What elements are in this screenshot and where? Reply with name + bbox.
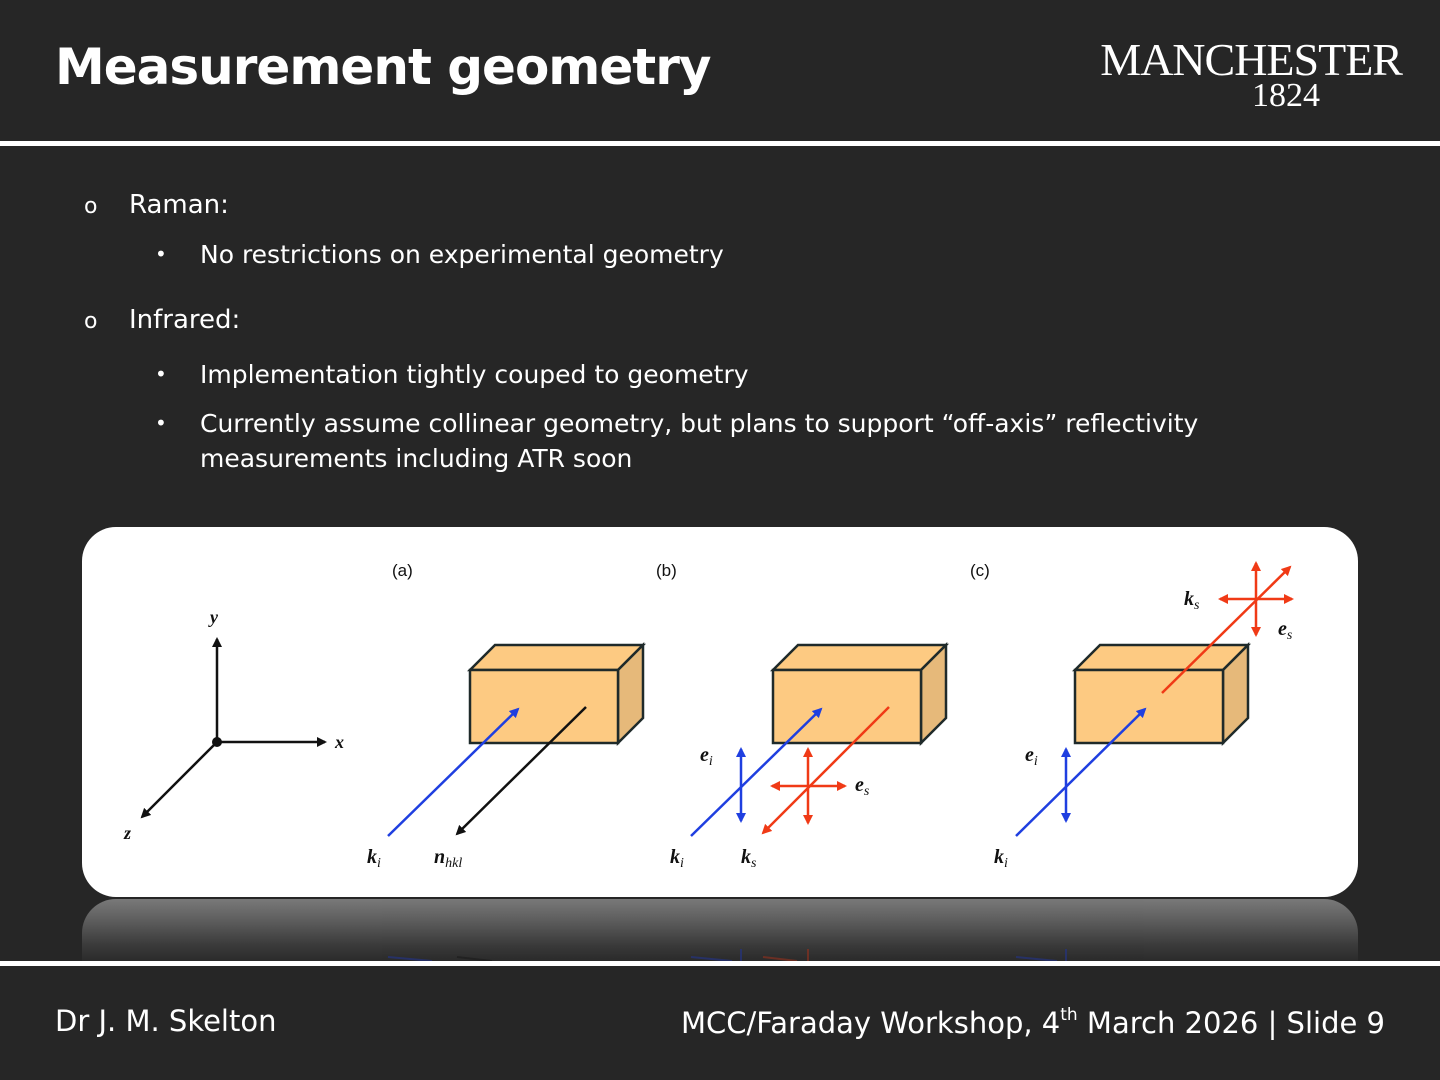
footer-event-pre: MCC/Faraday Workshop, 4: [680, 1006, 1061, 1040]
label-e-s-c: es: [1278, 618, 1293, 643]
label-k-i-a: ki: [367, 846, 381, 871]
label-e-i-c: ei: [1025, 744, 1038, 769]
bullet-marker: •: [155, 362, 167, 386]
origin-point: [212, 737, 222, 747]
footer-event-post: March 2026 | Slide 9: [1077, 1006, 1385, 1040]
label-e-s-b: es: [855, 774, 870, 799]
footer-author: Dr J. M. Skelton: [55, 1004, 277, 1038]
label-n-hkl: nhkl: [434, 846, 463, 871]
label-e-i-b: ei: [700, 744, 713, 769]
footer-event-sup: th: [1060, 1005, 1078, 1025]
crystal-b: [773, 645, 946, 743]
panel-label-c: (c): [970, 561, 990, 580]
reflection-marks: [82, 899, 1358, 961]
label-k-i-c: ki: [994, 846, 1008, 871]
bullet-text: Implementation tightly couped to geometry: [200, 360, 749, 389]
bullet-marker: o: [84, 194, 98, 219]
footer-event: [681, 1006, 1385, 1040]
footer-divider: [0, 961, 1440, 966]
bullet-text-line-2: measurements including ATR soon: [200, 444, 633, 473]
y-axis-label: y: [210, 607, 218, 627]
bullet-marker: •: [155, 242, 167, 266]
panel-label-b: (b): [656, 561, 677, 580]
university-logo: [1062, 36, 1402, 116]
x-axis-label: x: [335, 732, 344, 752]
header-divider: [0, 141, 1440, 146]
panel-label-a: (a): [392, 561, 413, 580]
z-axis-arrow: [142, 742, 217, 817]
z-axis-label: z: [124, 823, 132, 843]
bullet-raman-detail: [155, 237, 724, 272]
slide-title: Measurement geometry: [55, 38, 711, 96]
geometry-diagram: [82, 527, 1358, 897]
geometry-figure: [82, 527, 1358, 897]
logo-year: 1824: [1252, 77, 1320, 114]
bullet-text-line-1: Currently assume collinear geometry, but plans to support “off-axis” reflectivity: [200, 409, 1199, 438]
bullet-text: Infrared:: [129, 305, 241, 335]
crystal-c: [1075, 645, 1248, 743]
bullet-infrared: [84, 305, 241, 335]
label-k-s-b: ks: [741, 846, 757, 871]
bullet-infrared-detail-2: [155, 406, 1350, 476]
bullet-marker: o: [84, 309, 98, 334]
bullet-text: Raman:: [129, 190, 229, 220]
bullet-marker: •: [155, 411, 167, 435]
bullet-infrared-detail-1: [155, 357, 749, 392]
incident-wavevector-a: [388, 709, 518, 836]
bullet-text: No restrictions on experimental geometry: [200, 240, 724, 269]
label-k-i-b: ki: [670, 846, 684, 871]
bullet-raman: [84, 190, 229, 220]
crystal-a: [470, 645, 643, 743]
label-k-s-c: ks: [1184, 588, 1200, 613]
incident-wavevector-b: [691, 709, 821, 836]
logo-name: MANCHESTER: [1100, 34, 1402, 85]
figure-reflection: [82, 899, 1358, 961]
coordinate-axes: [123, 607, 344, 843]
